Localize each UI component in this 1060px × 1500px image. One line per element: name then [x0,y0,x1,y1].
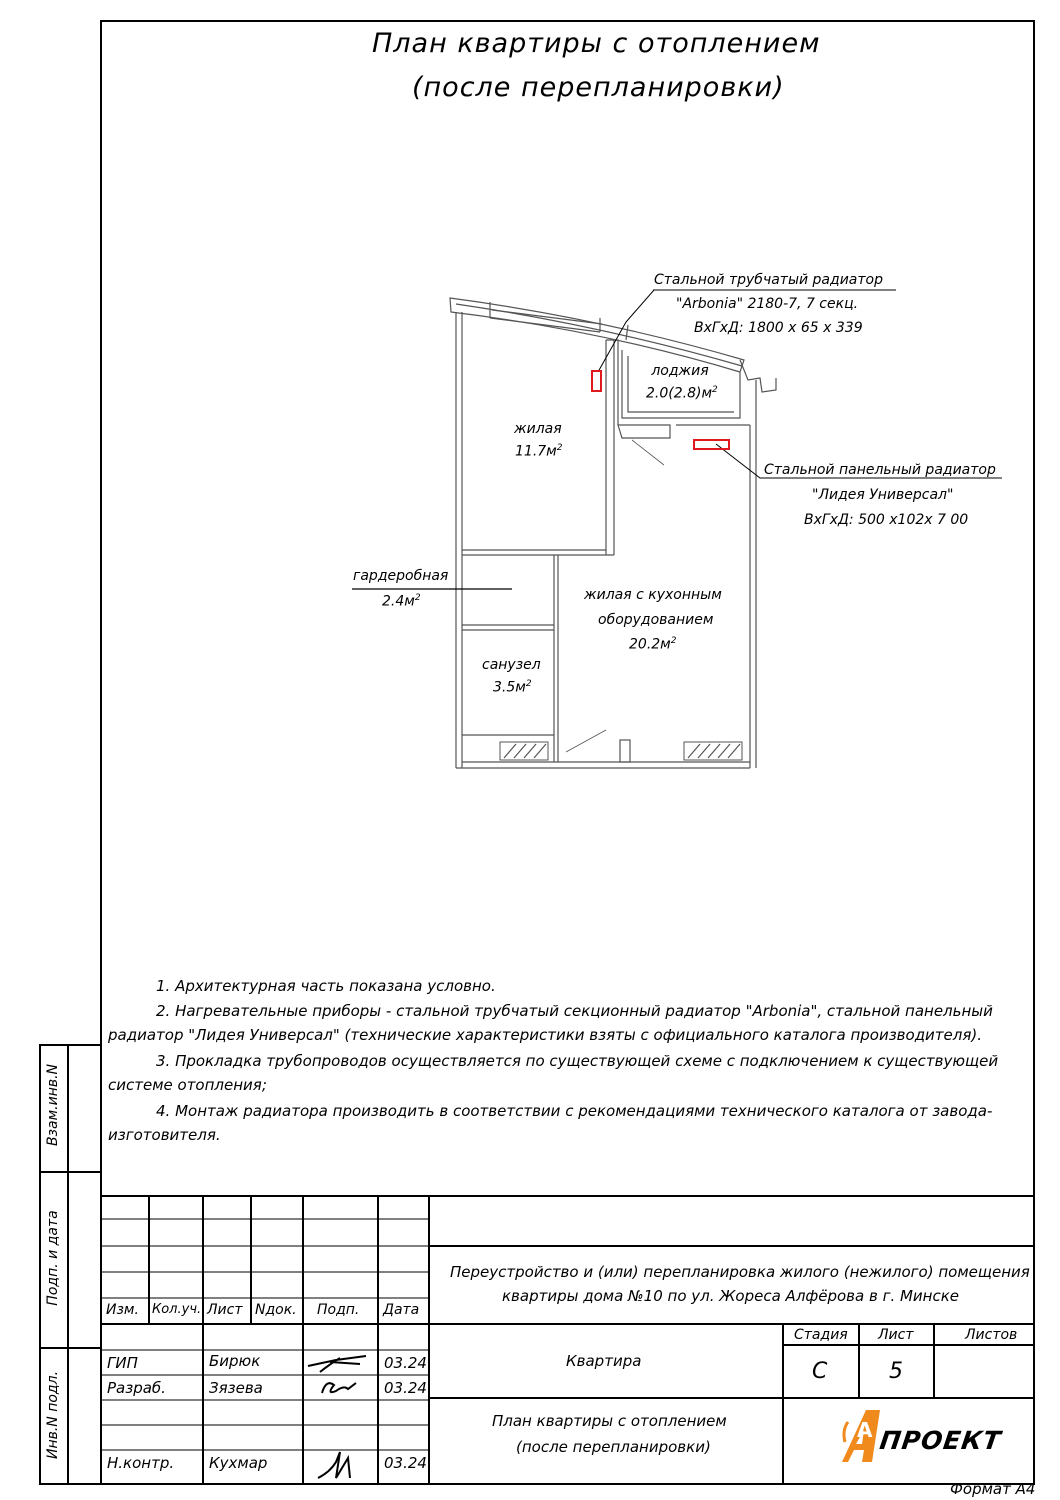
stamp-vzam: Взам.инв.N [45,1063,61,1147]
tb-stage-value: С [812,1359,828,1384]
tb-object: Квартира [566,1352,642,1370]
room-wardrobe-name: гардеробная [353,568,449,584]
room-bath-area: $3.5м^2$ [493,679,532,696]
tb-name-gip: Бирюк [209,1352,261,1370]
tb-role-nkontr: Н.контр. [107,1454,175,1472]
tb-role-razrab: Разраб. [107,1379,166,1397]
room-kitchen-name-2: оборудованием [598,612,714,628]
logo-letter: А [857,1418,873,1442]
room-kitchen-name-1: жилая с кухонным [584,587,722,603]
floor-plan [352,290,1002,768]
tb-header-kol: Кол.уч. [152,1302,202,1317]
note-2: 2. Нагревательные приборы - стальной трубчатый секционный радиатор "Arbonia", стальной панельный радиатор "Лидея Универсал" (технические характеристики взяты с официального каталога производителя). [108,1002,993,1044]
tb-date-nkontr: 03.24 [384,1454,427,1472]
room-living1-area: $11.7м^2$ [515,443,563,460]
radiator-lideya [694,440,729,449]
tb-header-podp: Подп. [317,1302,360,1318]
tb-sheet-value: 5 [889,1359,903,1384]
callout-lideya-line1: Стальной панельный радиатор [764,462,996,478]
tb-date-razrab: 03.24 [384,1379,427,1397]
note-4: 4. Монтаж радиатора производить в соответствии с рекомендациями технического каталога от завода-изготовителя. [108,1102,993,1144]
room-living1-name: жилая [514,421,562,437]
note-1: 1. Архитектурная часть показана условно. [156,977,496,995]
tb-header-izm: Изм. [106,1302,139,1318]
tb-sheets-label: Листов [965,1327,1018,1343]
tb-project-line1: Переустройство и (или) перепланировка жилого (нежилого) помещения [450,1263,1030,1281]
tb-name-razrab: Зязева [209,1379,263,1397]
tb-sheet-title-2: (после перепланировки) [516,1438,711,1456]
callout-lideya-line2: "Лидея Универсал" [812,487,954,503]
callout-arbonia-line1: Стальной трубчатый радиатор [654,272,883,288]
tb-stage-label: Стадия [794,1327,848,1343]
radiator-arbonia [592,371,601,391]
callout-arbonia-line3: ВхГхД: 1800 х 65 х 339 [694,320,863,336]
room-kitchen-area: $20.2м^2$ [629,636,677,653]
tb-sheet-label: Лист [878,1327,914,1343]
tb-header-list: Лист [207,1302,243,1318]
room-loggia-area: $2.0(2.8)м^2$ [646,385,718,402]
drawing-title-line2: (после перепланировки) [412,72,785,103]
logo-text: ПРОЕКТ [877,1426,1004,1455]
tb-date-gip: 03.24 [384,1354,427,1372]
tb-header-data: Дата [383,1302,420,1318]
drawing-title-line1: План квартиры с отоплением [372,28,821,59]
stamp-inv: Инв.N подл. [45,1370,61,1460]
tb-project-line2: квартиры дома №10 по ул. Жореса Алфёрова в г. Минске [502,1287,960,1305]
sheet-format: Формат А4 [950,1480,1036,1498]
tb-sheet-title-1: План квартиры с отоплением [492,1412,727,1430]
signatures [308,1356,366,1478]
room-wardrobe-area: $2.4м^2$ [382,593,421,610]
tb-role-gip: ГИП [107,1354,138,1372]
note-3: 3. Прокладка трубопроводов осуществляется по существующей схеме с подключением к существующей системе отопления; [108,1052,999,1094]
tb-name-nkontr: Кухмар [209,1454,268,1472]
room-loggia-name: лоджия [651,363,709,379]
tb-header-ndok: Nдок. [255,1302,297,1318]
stamp-podp: Подп. и дата [45,1210,61,1306]
callout-lideya-line3: ВхГхД: 500 х102х 7 00 [804,512,969,528]
room-bath-name: санузел [482,657,541,673]
callout-arbonia-line2: "Arbonia" 2180-7, 7 секц. [676,296,859,312]
